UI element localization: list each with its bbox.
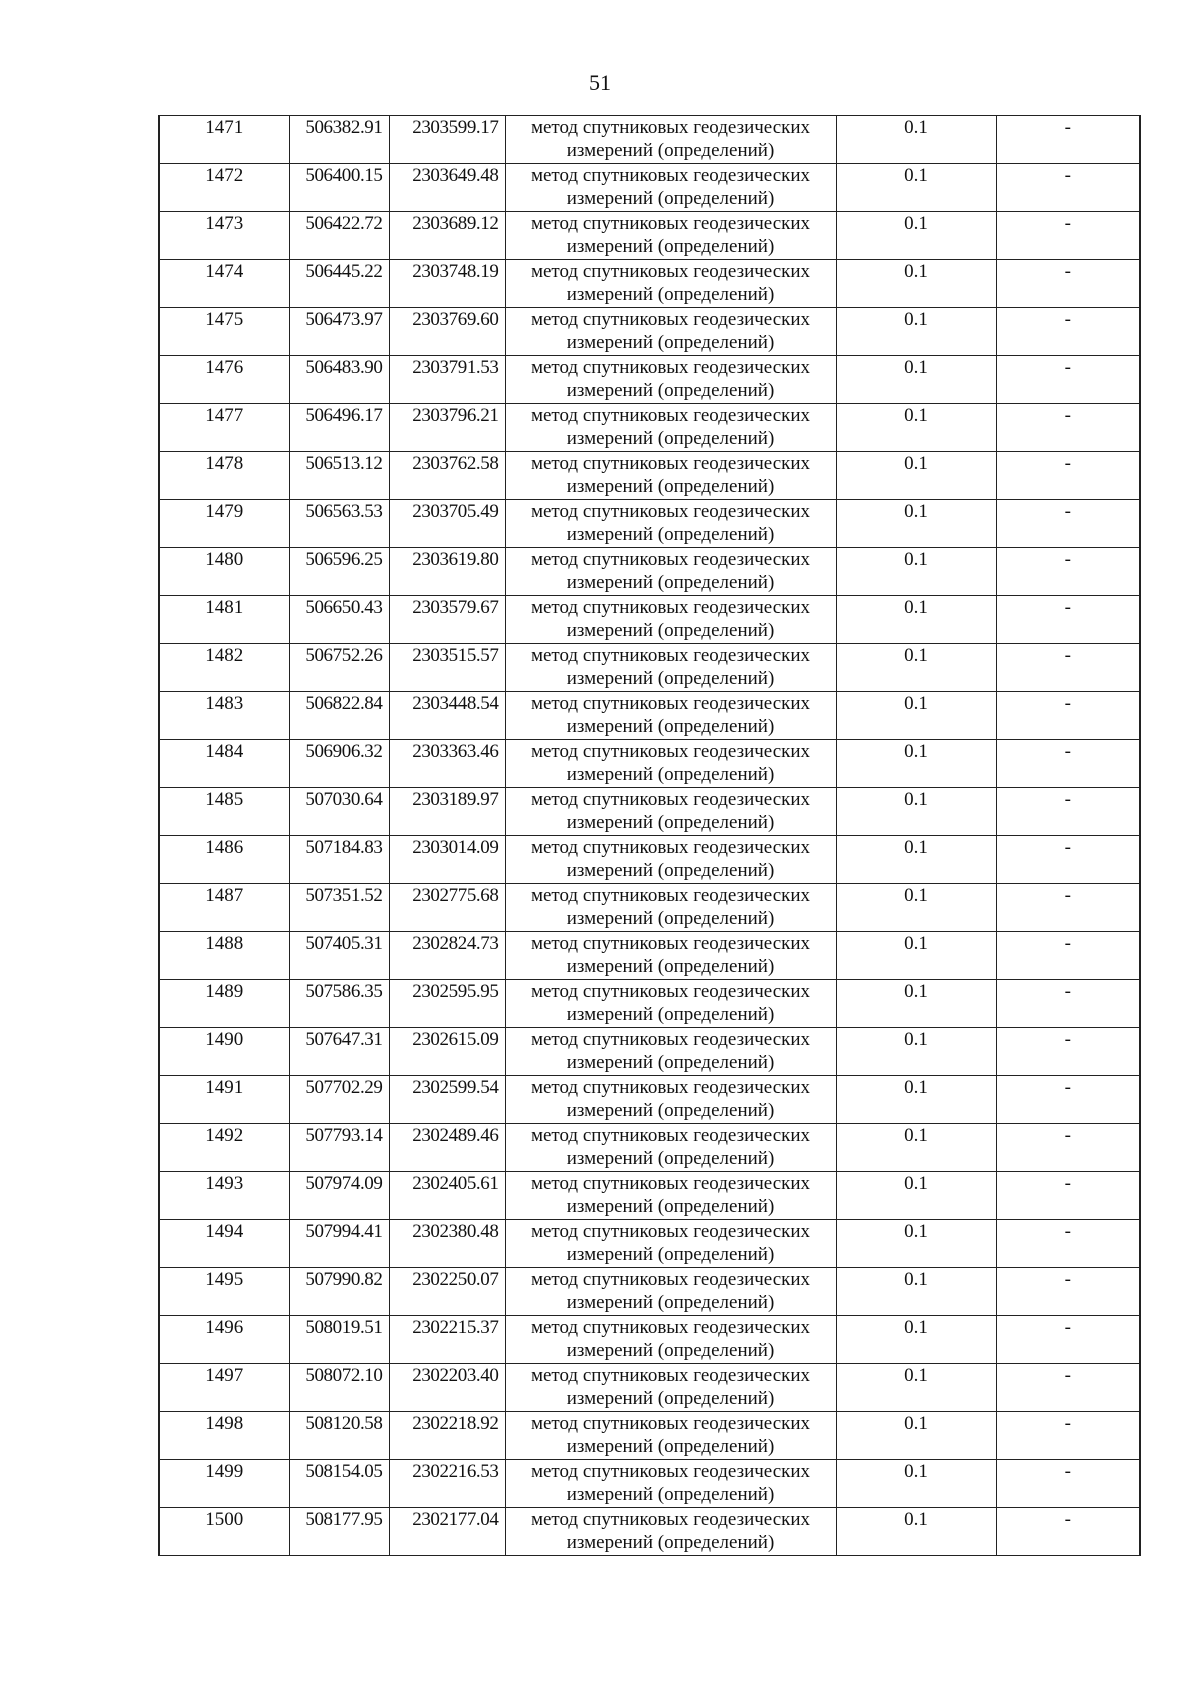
accuracy-cell: 0.1: [836, 932, 996, 980]
accuracy-cell: 0.1: [836, 1124, 996, 1172]
y-coordinate-cell: 2302380.48: [389, 1220, 505, 1268]
method-cell: метод спутниковых геодезических измерений (определений): [505, 1220, 836, 1268]
point-number-cell: 1486: [159, 836, 289, 884]
note-cell: -: [996, 212, 1140, 260]
table-row: [159, 1220, 1140, 1268]
y-coordinate-cell: 2303769.60: [389, 308, 505, 356]
x-coordinate-cell: 506483.90: [289, 356, 389, 404]
method-cell: метод спутниковых геодезических измерений (определений): [505, 116, 836, 164]
point-number-cell: 1495: [159, 1268, 289, 1316]
accuracy-cell: 0.1: [836, 836, 996, 884]
point-number-cell: 1489: [159, 980, 289, 1028]
table-row: [159, 1460, 1140, 1508]
note-cell: -: [996, 1460, 1140, 1508]
y-coordinate-cell: 2303515.57: [389, 644, 505, 692]
method-cell: метод спутниковых геодезических измерений (определений): [505, 404, 836, 452]
method-cell: метод спутниковых геодезических измерений (определений): [505, 1124, 836, 1172]
table-row: [159, 1508, 1140, 1556]
accuracy-cell: 0.1: [836, 404, 996, 452]
note-cell: -: [996, 884, 1140, 932]
x-coordinate-cell: 507990.82: [289, 1268, 389, 1316]
point-number-cell: 1493: [159, 1172, 289, 1220]
x-coordinate-cell: 507974.09: [289, 1172, 389, 1220]
accuracy-cell: 0.1: [836, 644, 996, 692]
method-cell: метод спутниковых геодезических измерений (определений): [505, 1460, 836, 1508]
point-number-cell: 1499: [159, 1460, 289, 1508]
table-row: [159, 452, 1140, 500]
accuracy-cell: 0.1: [836, 1220, 996, 1268]
y-coordinate-cell: 2302824.73: [389, 932, 505, 980]
x-coordinate-cell: 508072.10: [289, 1364, 389, 1412]
method-cell: метод спутниковых геодезических измерений (определений): [505, 164, 836, 212]
accuracy-cell: 0.1: [836, 1364, 996, 1412]
y-coordinate-cell: 2303448.54: [389, 692, 505, 740]
y-coordinate-cell: 2302218.92: [389, 1412, 505, 1460]
note-cell: -: [996, 1316, 1140, 1364]
accuracy-cell: 0.1: [836, 260, 996, 308]
point-number-cell: 1494: [159, 1220, 289, 1268]
accuracy-cell: 0.1: [836, 1076, 996, 1124]
point-number-cell: 1478: [159, 452, 289, 500]
method-cell: метод спутниковых геодезических измерений (определений): [505, 1412, 836, 1460]
accuracy-cell: 0.1: [836, 356, 996, 404]
y-coordinate-cell: 2303363.46: [389, 740, 505, 788]
y-coordinate-cell: 2302203.40: [389, 1364, 505, 1412]
y-coordinate-cell: 2302215.37: [389, 1316, 505, 1364]
y-coordinate-cell: 2303791.53: [389, 356, 505, 404]
accuracy-cell: 0.1: [836, 1412, 996, 1460]
y-coordinate-cell: 2303748.19: [389, 260, 505, 308]
note-cell: -: [996, 1172, 1140, 1220]
method-cell: метод спутниковых геодезических измерений (определений): [505, 740, 836, 788]
table-row: [159, 308, 1140, 356]
y-coordinate-cell: 2303796.21: [389, 404, 505, 452]
x-coordinate-cell: 508019.51: [289, 1316, 389, 1364]
x-coordinate-cell: 507351.52: [289, 884, 389, 932]
table-row: [159, 1412, 1140, 1460]
accuracy-cell: 0.1: [836, 1316, 996, 1364]
y-coordinate-cell: 2303619.80: [389, 548, 505, 596]
accuracy-cell: 0.1: [836, 740, 996, 788]
y-coordinate-cell: 2303579.67: [389, 596, 505, 644]
note-cell: -: [996, 164, 1140, 212]
accuracy-cell: 0.1: [836, 1508, 996, 1556]
method-cell: метод спутниковых геодезических измерений (определений): [505, 308, 836, 356]
point-number-cell: 1498: [159, 1412, 289, 1460]
table-row: [159, 644, 1140, 692]
y-coordinate-cell: 2302599.54: [389, 1076, 505, 1124]
table-row: [159, 260, 1140, 308]
point-number-cell: 1475: [159, 308, 289, 356]
point-number-cell: 1479: [159, 500, 289, 548]
accuracy-cell: 0.1: [836, 692, 996, 740]
note-cell: -: [996, 740, 1140, 788]
point-number-cell: 1477: [159, 404, 289, 452]
note-cell: -: [996, 308, 1140, 356]
accuracy-cell: 0.1: [836, 500, 996, 548]
y-coordinate-cell: 2302405.61: [389, 1172, 505, 1220]
y-coordinate-cell: 2303189.97: [389, 788, 505, 836]
point-number-cell: 1488: [159, 932, 289, 980]
point-number-cell: 1490: [159, 1028, 289, 1076]
x-coordinate-cell: 508177.95: [289, 1508, 389, 1556]
method-cell: метод спутниковых геодезических измерений (определений): [505, 1316, 836, 1364]
x-coordinate-cell: 506496.17: [289, 404, 389, 452]
method-cell: метод спутниковых геодезических измерений (определений): [505, 356, 836, 404]
y-coordinate-cell: 2302250.07: [389, 1268, 505, 1316]
table-row: [159, 596, 1140, 644]
table-row: [159, 740, 1140, 788]
coordinates-table-body: [159, 116, 1140, 1556]
x-coordinate-cell: 507702.29: [289, 1076, 389, 1124]
note-cell: -: [996, 1124, 1140, 1172]
table-row: [159, 164, 1140, 212]
table-row: [159, 500, 1140, 548]
point-number-cell: 1500: [159, 1508, 289, 1556]
table-row: [159, 1076, 1140, 1124]
x-coordinate-cell: 506596.25: [289, 548, 389, 596]
method-cell: метод спутниковых геодезических измерений (определений): [505, 260, 836, 308]
point-number-cell: 1485: [159, 788, 289, 836]
table-row: [159, 212, 1140, 260]
x-coordinate-cell: 507994.41: [289, 1220, 389, 1268]
table-row: [159, 1028, 1140, 1076]
point-number-cell: 1474: [159, 260, 289, 308]
y-coordinate-cell: 2303705.49: [389, 500, 505, 548]
note-cell: -: [996, 1364, 1140, 1412]
note-cell: -: [996, 932, 1140, 980]
x-coordinate-cell: 507030.64: [289, 788, 389, 836]
method-cell: метод спутниковых геодезических измерений (определений): [505, 1268, 836, 1316]
method-cell: метод спутниковых геодезических измерений (определений): [505, 836, 836, 884]
x-coordinate-cell: 506650.43: [289, 596, 389, 644]
y-coordinate-cell: 2303762.58: [389, 452, 505, 500]
method-cell: метод спутниковых геодезических измерений (определений): [505, 212, 836, 260]
table-row: [159, 1364, 1140, 1412]
accuracy-cell: 0.1: [836, 884, 996, 932]
method-cell: метод спутниковых геодезических измерений (определений): [505, 1172, 836, 1220]
accuracy-cell: 0.1: [836, 1460, 996, 1508]
point-number-cell: 1480: [159, 548, 289, 596]
point-number-cell: 1481: [159, 596, 289, 644]
table-row: [159, 1268, 1140, 1316]
point-number-cell: 1497: [159, 1364, 289, 1412]
accuracy-cell: 0.1: [836, 788, 996, 836]
note-cell: -: [996, 1412, 1140, 1460]
point-number-cell: 1487: [159, 884, 289, 932]
x-coordinate-cell: 506513.12: [289, 452, 389, 500]
point-number-cell: 1476: [159, 356, 289, 404]
point-number-cell: 1492: [159, 1124, 289, 1172]
x-coordinate-cell: 507647.31: [289, 1028, 389, 1076]
y-coordinate-cell: 2302489.46: [389, 1124, 505, 1172]
table-row: [159, 692, 1140, 740]
note-cell: -: [996, 452, 1140, 500]
note-cell: -: [996, 116, 1140, 164]
note-cell: -: [996, 1076, 1140, 1124]
method-cell: метод спутниковых геодезических измерений (определений): [505, 1364, 836, 1412]
accuracy-cell: 0.1: [836, 452, 996, 500]
x-coordinate-cell: 506400.15: [289, 164, 389, 212]
note-cell: -: [996, 692, 1140, 740]
method-cell: метод спутниковых геодезических измерений (определений): [505, 1508, 836, 1556]
accuracy-cell: 0.1: [836, 212, 996, 260]
accuracy-cell: 0.1: [836, 980, 996, 1028]
y-coordinate-cell: 2302595.95: [389, 980, 505, 1028]
note-cell: -: [996, 980, 1140, 1028]
table-row: [159, 356, 1140, 404]
method-cell: метод спутниковых геодезических измерений (определений): [505, 500, 836, 548]
table-row: [159, 932, 1140, 980]
y-coordinate-cell: 2302615.09: [389, 1028, 505, 1076]
x-coordinate-cell: 508120.58: [289, 1412, 389, 1460]
x-coordinate-cell: 507586.35: [289, 980, 389, 1028]
y-coordinate-cell: 2302177.04: [389, 1508, 505, 1556]
accuracy-cell: 0.1: [836, 548, 996, 596]
note-cell: -: [996, 788, 1140, 836]
point-number-cell: 1482: [159, 644, 289, 692]
method-cell: метод спутниковых геодезических измерений (определений): [505, 932, 836, 980]
y-coordinate-cell: 2303599.17: [389, 116, 505, 164]
accuracy-cell: 0.1: [836, 308, 996, 356]
note-cell: -: [996, 500, 1140, 548]
y-coordinate-cell: 2302216.53: [389, 1460, 505, 1508]
accuracy-cell: 0.1: [836, 1028, 996, 1076]
x-coordinate-cell: 506822.84: [289, 692, 389, 740]
accuracy-cell: 0.1: [836, 1172, 996, 1220]
y-coordinate-cell: 2302775.68: [389, 884, 505, 932]
x-coordinate-cell: 506382.91: [289, 116, 389, 164]
x-coordinate-cell: 508154.05: [289, 1460, 389, 1508]
x-coordinate-cell: 506445.22: [289, 260, 389, 308]
coordinates-table: [158, 115, 1141, 1556]
x-coordinate-cell: 506422.72: [289, 212, 389, 260]
x-coordinate-cell: 506563.53: [289, 500, 389, 548]
x-coordinate-cell: 507184.83: [289, 836, 389, 884]
accuracy-cell: 0.1: [836, 164, 996, 212]
method-cell: метод спутниковых геодезических измерений (определений): [505, 692, 836, 740]
method-cell: метод спутниковых геодезических измерений (определений): [505, 452, 836, 500]
note-cell: -: [996, 596, 1140, 644]
table-row: [159, 1124, 1140, 1172]
table-row: [159, 116, 1140, 164]
note-cell: -: [996, 1268, 1140, 1316]
note-cell: -: [996, 404, 1140, 452]
table-row: [159, 1316, 1140, 1364]
table-row: [159, 980, 1140, 1028]
y-coordinate-cell: 2303689.12: [389, 212, 505, 260]
method-cell: метод спутниковых геодезических измерений (определений): [505, 1076, 836, 1124]
accuracy-cell: 0.1: [836, 1268, 996, 1316]
method-cell: метод спутниковых геодезических измерений (определений): [505, 644, 836, 692]
x-coordinate-cell: 506906.32: [289, 740, 389, 788]
table-row: [159, 548, 1140, 596]
point-number-cell: 1483: [159, 692, 289, 740]
method-cell: метод спутниковых геодезических измерений (определений): [505, 548, 836, 596]
point-number-cell: 1496: [159, 1316, 289, 1364]
note-cell: -: [996, 644, 1140, 692]
note-cell: -: [996, 836, 1140, 884]
table-row: [159, 884, 1140, 932]
point-number-cell: 1484: [159, 740, 289, 788]
note-cell: -: [996, 260, 1140, 308]
method-cell: метод спутниковых геодезических измерений (определений): [505, 980, 836, 1028]
accuracy-cell: 0.1: [836, 116, 996, 164]
note-cell: -: [996, 1028, 1140, 1076]
method-cell: метод спутниковых геодезических измерений (определений): [505, 596, 836, 644]
point-number-cell: 1491: [159, 1076, 289, 1124]
table-row: [159, 788, 1140, 836]
note-cell: -: [996, 356, 1140, 404]
note-cell: -: [996, 1220, 1140, 1268]
point-number-cell: 1472: [159, 164, 289, 212]
method-cell: метод спутниковых геодезических измерений (определений): [505, 884, 836, 932]
x-coordinate-cell: 507793.14: [289, 1124, 389, 1172]
table-row: [159, 404, 1140, 452]
page-number: 51: [589, 70, 611, 95]
x-coordinate-cell: 507405.31: [289, 932, 389, 980]
point-number-cell: 1473: [159, 212, 289, 260]
table-row: [159, 1172, 1140, 1220]
point-number-cell: 1471: [159, 116, 289, 164]
x-coordinate-cell: 506752.26: [289, 644, 389, 692]
y-coordinate-cell: 2303649.48: [389, 164, 505, 212]
note-cell: -: [996, 548, 1140, 596]
note-cell: -: [996, 1508, 1140, 1556]
method-cell: метод спутниковых геодезических измерений (определений): [505, 1028, 836, 1076]
y-coordinate-cell: 2303014.09: [389, 836, 505, 884]
x-coordinate-cell: 506473.97: [289, 308, 389, 356]
table-row: [159, 836, 1140, 884]
accuracy-cell: 0.1: [836, 596, 996, 644]
method-cell: метод спутниковых геодезических измерений (определений): [505, 788, 836, 836]
